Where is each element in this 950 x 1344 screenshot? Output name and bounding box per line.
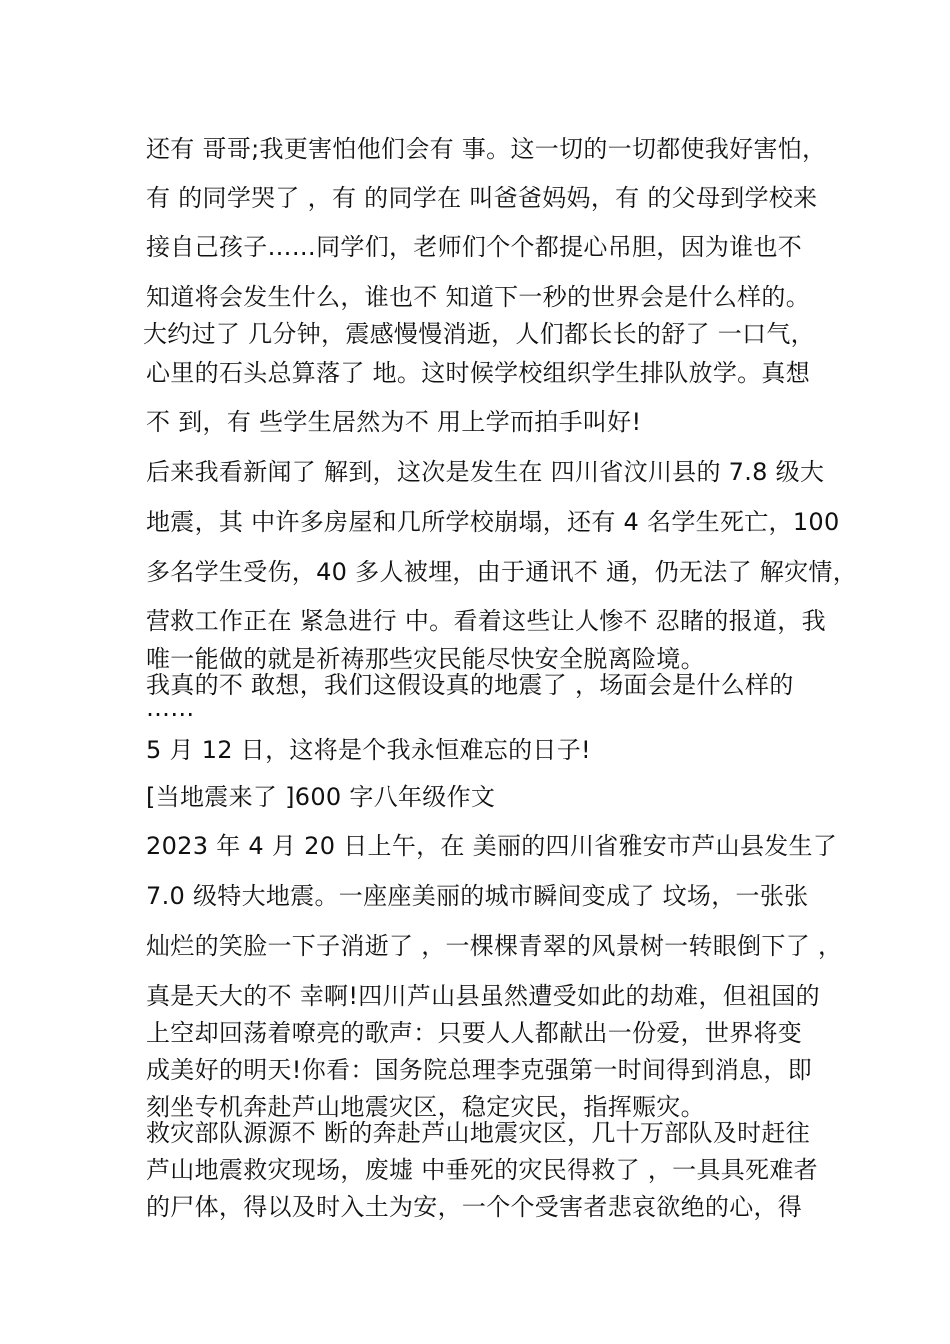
text-line: 后来我看新闻了 解到，这次是发生在 四川省汶川县的 7.8 级大 — [146, 458, 825, 486]
text-line: 心里的石头总算落了 地。这时候学校组织学生排队放学。真想 — [146, 359, 811, 387]
text-line: …… — [146, 694, 195, 722]
text-line: 知道将会发生什么，谁也不 知道下一秒的世界会是什么样的。 — [146, 283, 811, 311]
text-line: 7.0 级特大地震。一座座美丽的城市瞬间变成了 坟场，一张张 — [146, 882, 809, 910]
text-line: 救灾部队源源不 断的奔赴芦山地震灾区，几十万部队及时赶往 — [146, 1119, 811, 1147]
text-line: 唯一能做的就是祈祷那些灾民能尽快安全脱离险境。 — [146, 645, 705, 673]
text-line: 不 到，有 些学生居然为不 用上学而拍手叫好! — [146, 408, 642, 436]
text-line: 地震，其 中许多房屋和几所学校崩塌，还有 4 名学生死亡，100 — [146, 508, 840, 536]
text-line: 多名学生受伤，40 多人被埋，由于通讯不 通，仍无法了 解灾情， — [146, 558, 858, 586]
text-line: 上空却回荡着嘹亮的歌声：只要人人都献出一份爱，世界将变 — [146, 1019, 803, 1047]
text-line: 的尸体，得以及时入土为安，一个个受害者悲哀欲绝的心，得 — [146, 1193, 803, 1221]
text-line: 2023 年 4 月 20 日上午，在 美丽的四川省雅安市芦山县发生了 — [146, 832, 838, 860]
document-subheading: [当地震来了 ]600 字八年级作文 — [146, 783, 496, 811]
text-line: 大约过了 几分钟，震感慢慢消逝，人们都长长的舒了 一口气， — [143, 320, 815, 348]
text-line: 芦山地震救灾现场，废墟 中垂死的灾民得救了 ，一具具死难者 — [146, 1156, 818, 1184]
text-line: 接自己孩子……同学们，老师们个个都提心吊胆，因为谁也不 — [146, 233, 803, 261]
text-line: 有 的同学哭了 ，有 的同学在 叫爸爸妈妈，有 的父母到学校来 — [146, 184, 818, 212]
text-line: 灿烂的笑脸一下子消逝了 ，一棵棵青翠的风景树一转眼倒下了 ， — [146, 932, 843, 960]
text-line: 我真的不 敢想，我们这假设真的地震了 ，场面会是什么样的 — [146, 671, 794, 699]
text-line: 真是天大的不 幸啊!四川芦山县虽然遭受如此的劫难，但祖国的 — [146, 982, 820, 1010]
text-line: 营救工作正在 紧急进行 中。看着这些让人惨不 忍睹的报道，我 — [146, 607, 826, 635]
text-line: 刻坐专机奔赴芦山地震灾区，稳定灾民，指挥赈灾。 — [146, 1093, 705, 1121]
text-line: 成美好的明天!你看：国务院总理李克强第一时间得到消息，即 — [146, 1056, 813, 1084]
text-line: 5 月 12 日，这将是个我永恒难忘的日子! — [146, 736, 591, 764]
text-line: 还有 哥哥;我更害怕他们会有 事。这一切的一切都使我好害怕， — [146, 135, 827, 163]
